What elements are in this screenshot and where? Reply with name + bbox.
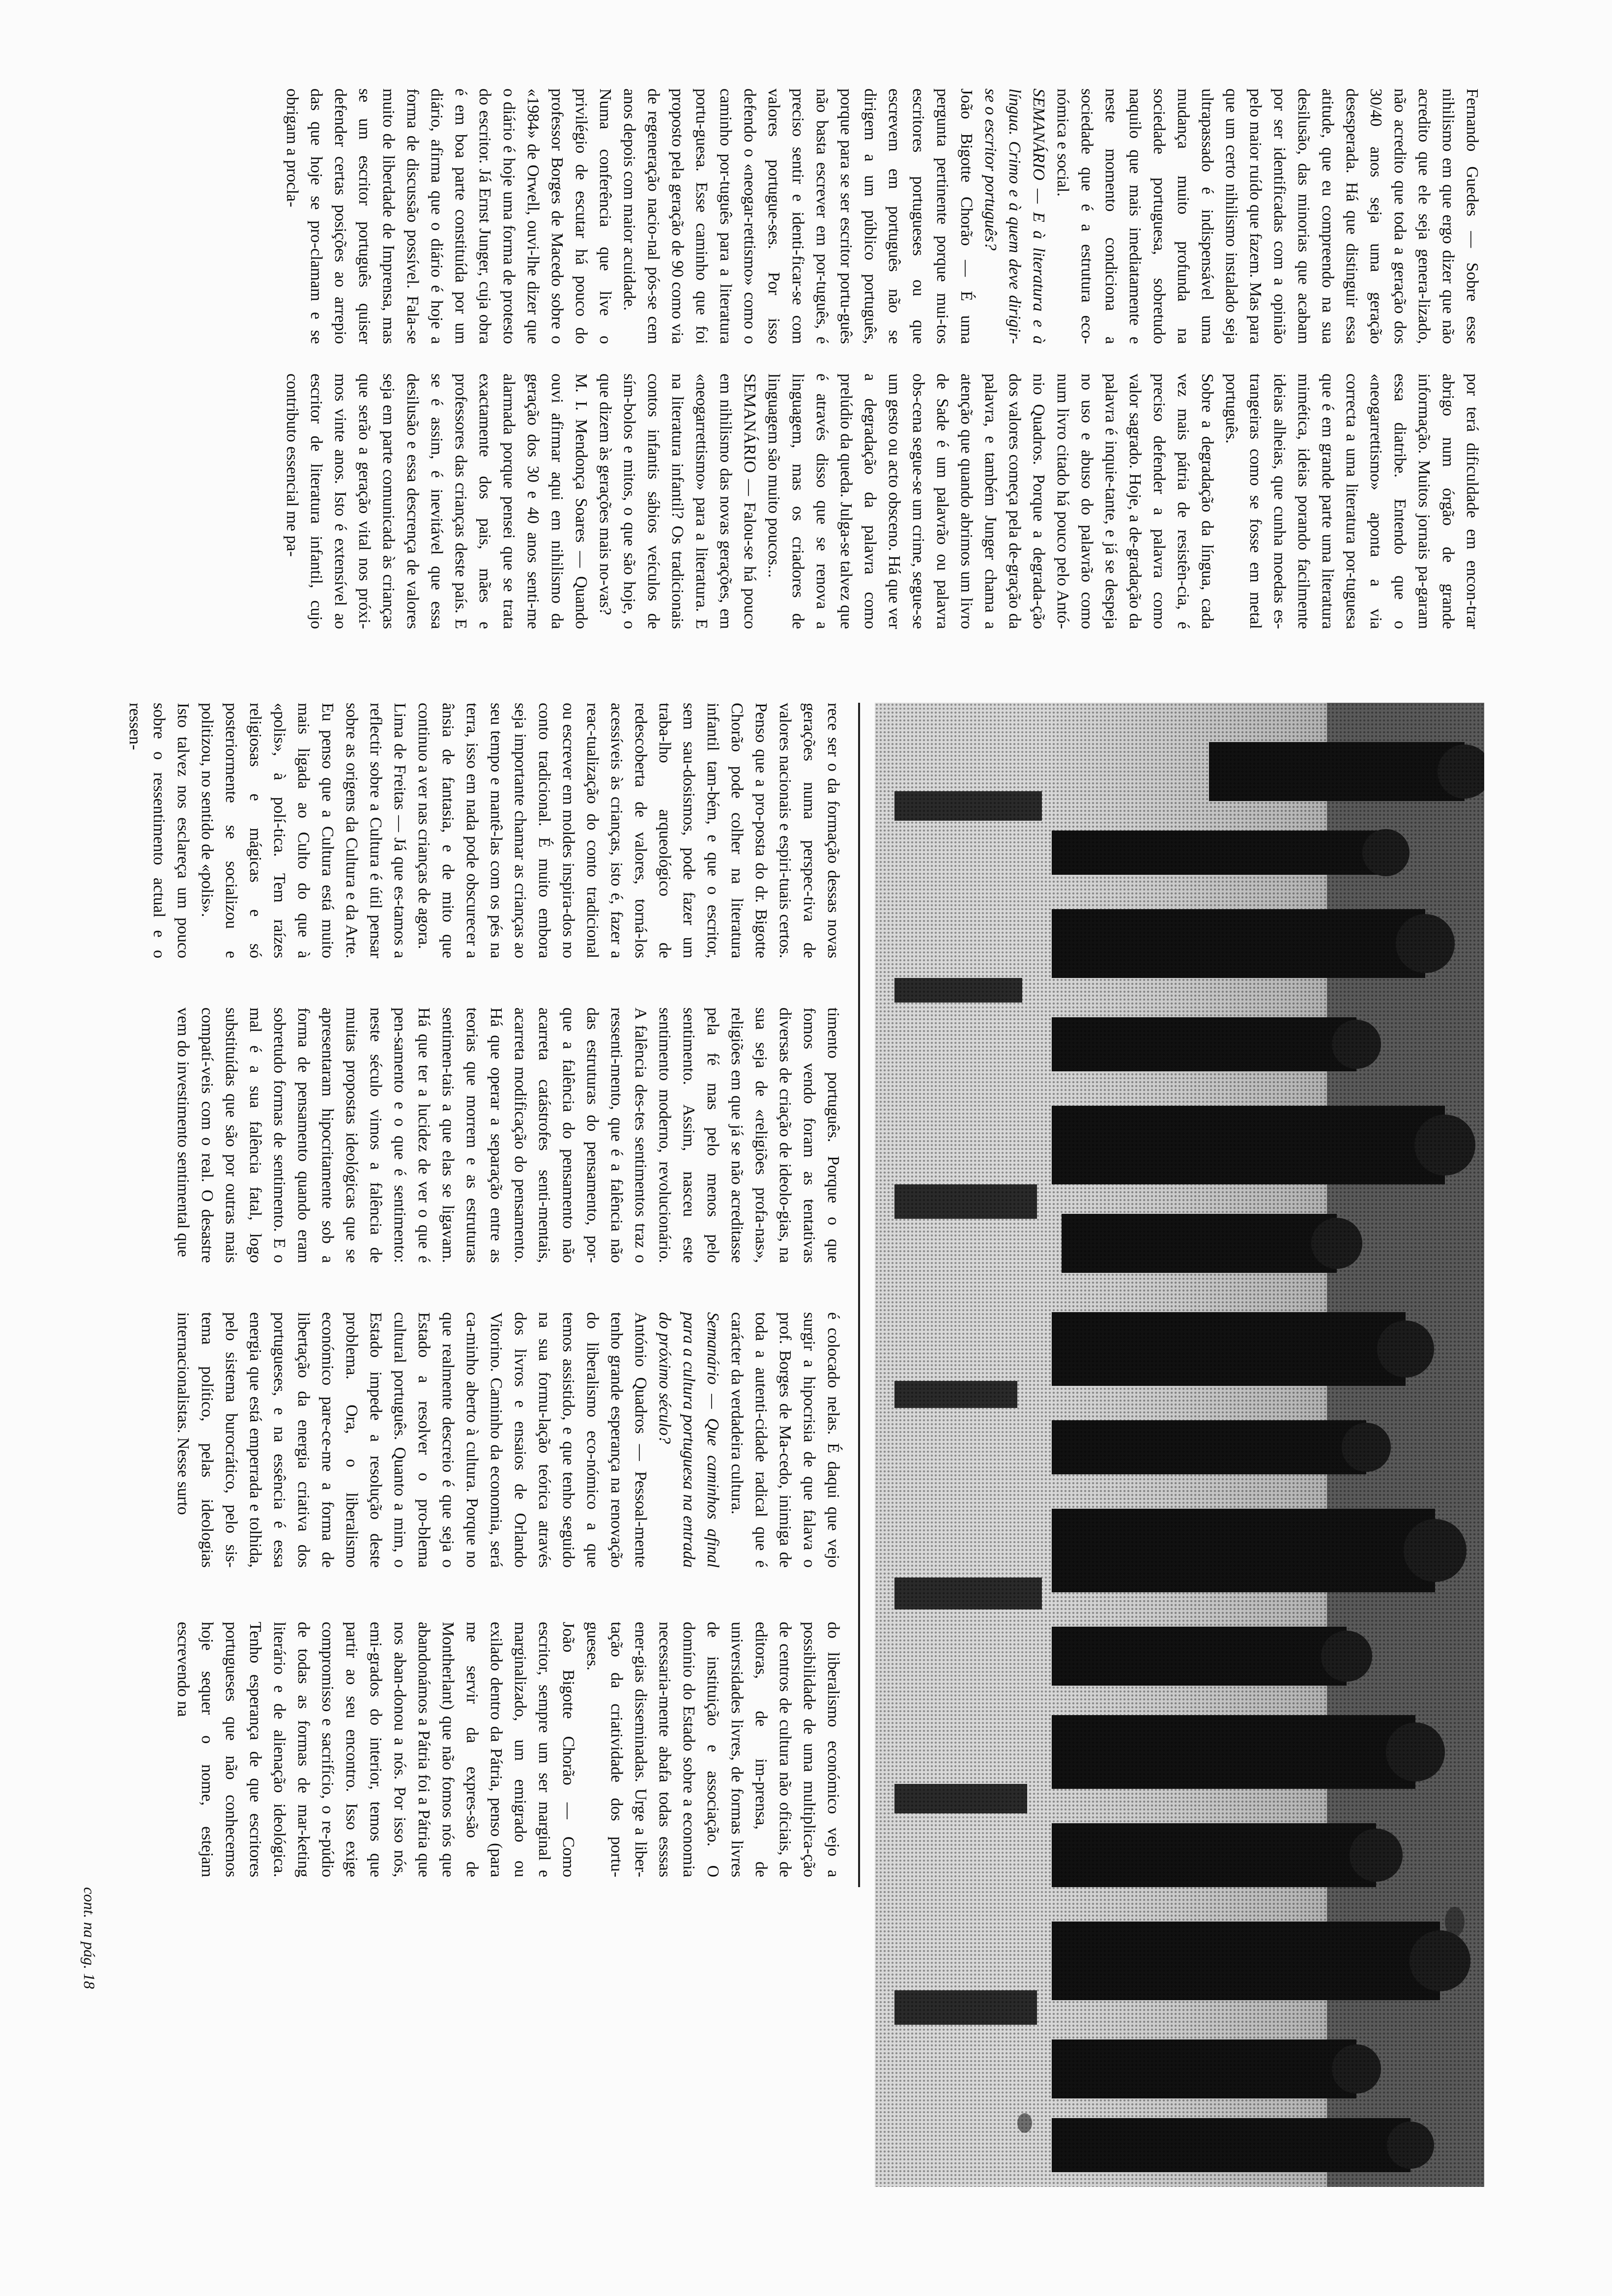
photo-rule — [858, 703, 860, 1887]
paragraph: timento português. Porque o que fomos vendo foram as tentativas diversas de criação de ideolo-gias, na sua seja de «religiões profa-nas», religiões em que já se não acreditasse pela fé mas pelo menos pelo sentimento. Assim, nasceu este sentimento moderno, revolucionário. A falência des-tes sentimentos traz o ressenti-mento, que é a falência não das estruturas do pensamento, por-que a falência do pensamento não acarreta catástrofes senti-mentais, acarreta modificação do pensamento. Há que operar a separação entre as teorias que morrem e as estruturas sentimen-tais a que elas se ligavam. Há que ter a lucidez de ver o que é pen-samento e o que é sentimento: neste século vimos a falência de muitas propostas ideológicas que se apresentaram hipocritamente sob a forma de pensamento quando eram sobretudo formas de sentimento. E o mal é a sua falência fatal, logo substituídas que são por outras mais compatí-veis com o real. O desastre vem do investimento sentimental que — [174, 1007, 842, 1263]
paragraph: Lima de Freitas — Já que es-tamos a reflectir sobre a Cultura é útil pensar sobre as origens da Cultura e da Arte. Eu penso que a Cultura está muito mais ligada ao Culto do que à «polis», à polí-tica. Tem raízes religiosas e mágicas e só posteriormente se socializou e politizou, no sentido de «polis». — [198, 703, 409, 958]
text-column-6 — [108, 1622, 845, 1877]
continuation-note: cont. na pág. 18 — [81, 1887, 98, 1989]
paragraph: SEMANÁRIO — Falou-se há pouco em nihilismo das novas gerações, em «neogarrettismo» para a literatura. E na literatura infantil? Os tradicionais contos infantis sábios veículos de sím-bolos e mitos, o que são hoje, o que dizem às gerações mais no-vas? — [596, 373, 759, 629]
paragraph-text: Fernando Guedes — Sobre esse nihilismo em que ergo dizer que não acredito que ele seja genera-lizado, não acredito que toda a geração dos 30/40 anos seja uma geração desesperada. Há que distinguir essa atitude, que eu compreendo na sua desilusão, das minorias que acabam por ser identificadas com a opinião pelo maior ruído que fazem. Mas para que um certo nihilismo instalado seja ultrapassado é indispensável uma mudança muito profunda na sociedade portuguesa, sobretudo naquilo que mais imediatamente e neste momento condiciona a sociedade que é a estrutura eco-nómica e social. — [1054, 88, 1481, 344]
paragraph: M. I. Mendonça Soares — Quando ouvi afirmar aqui em nihilismo da geração dos 30 e 40 anos senti-me alarmada porque pensei que se trata exactamente dos pais, mães e professores das crianças deste país. E se é assim, é inevitável que essa desilusão e essa descrença de valores seja em parte comunicada às crianças que serão a geração vital nos próxi-mos vinte anos. Isto é extensível ao escritor de literatura infantil, cujo contributo essencial me pa- — [283, 373, 590, 629]
paragraph: do liberalismo económico vejo a possibilidade de uma multiplica-ção de centros de cultura não oficiais, de editoras, de im-prensa, de universidades livres, de formas livres de instituição e associação. O domínio do Estado sobre a economia necessaria-mente abafa todas esssas ener-gias disseminadas. Urge a liber-tação da criatividade dos portu-gueses. — [583, 1622, 842, 1877]
paragraph: por terá dificuldade em encon-trar abrigo num órgão de grande informação. Muitos jornais pa-garam essa diatribe. Entendo que o «neogarrettismo» aponta a via correcta a uma literatura por-tuguesa que é em grande parte uma literatura mimética, ideias porando facilmente ideias alheias, que cunha moedas es-trangeiras como se fosse em metal português. — [1222, 373, 1481, 629]
text-column-1 — [34, 88, 1484, 344]
text-column-4 — [34, 1007, 845, 1263]
paragraph: SEMANÁRIO — E à literatura e à língua. Crimo e à quem deve dirigir-se o escritor português? — [981, 88, 1048, 344]
paragraph: Sobre a degradação da língua, cada vez mais pátria de resistên-cia, é preciso defender a palavra como valor sagrado. Hoje, a de-gradação da palavra é inquie-tante, e já se despeja no uso e abuso do palavrão como num livro citado há pouco pelo Antó-nio Quadros. Porque a degrada-ção dos valores começa pela de-gração da palavra, e também Junger chama a atenção que quando abrimos um livro de Sade é um palavrão ou palavra obs-cena segue-se um crime, segue-se um gesto ou acto obsceno. Há que ver a degradação da palavra como prelúdio da queda. Julga-se talvez que é através disso que se renova a linguagem, mas os criadores de linguagem são muito poucos... — [765, 373, 1216, 629]
paragraph: rece ser o da formação dessas novas gerações numa perspec-tiva de valores nacionais e espiri-tuais certos. Penso que a pro-posta do dr. Bigotte Chorão pode colher na literatura infantil tam-bém, e que o escritor, sem sau-dosismos, pode fazer um traba-lho arqueológico de redescoberta de valores, torná-los acessíveis às crianças, isto é, fazer a reac-tualização do conto tradicional ou escrever em moldes inspira-dos no conto tradicional. É muito embora seja importante chamar as crianças ao seu tempo e mantê-las com os pés na terra, isso em nada pode obscurecer a ânsia de fantasia, e de mito que continuo a ver nas crianças de agora. — [415, 703, 842, 958]
text-column-3 — [34, 703, 845, 958]
photo-halftone — [875, 703, 1484, 2187]
paragraph: João Bigotte Chorão — Como escritor, sempre um ser marginal e marginalizado, um emigrado ou exilado dentro da Pátria, penso (para me servir da expres-são de Montherlant) que não fomos nós que abandonámos a Pátria foi a Pátria que nos aban-donou a nós. Por isso nós, emi-grados do interior, temos que partir ao seu encontro. Isso exige compromisso e sacrifício, o re-púdio de todas as formas de mar-keting literário e de alienação ideológica. Tenho esperança de que escritores portugueses que não conhecemos hoje sequer o nome, estejam escrevendo na — [174, 1622, 577, 1877]
ink-smudge — [1017, 2113, 1032, 2133]
paragraph: João Bigotte Chorão — É uma pergunta pertinente porque mui-tos escritores portugueses ou que escrevem em português não se dirigem a um público português, porque para se ser escritor portu-guês não basta escrever em por-tuguês, é preciso sentir e identi-ficar-se com valores portugue-ses. Por isso defendo o «neogar-rettismo» como o caminho por-tuguês para a literatura portu-guesa. Esse caminho que foi proposto pela geração de 90 como via de regeneração nacio-nal pós-se cem anos depois com maior acuidade. — [620, 88, 976, 344]
paragraph: Isto talvez nos esclareça um pouco sobre o ressentimento actual e o ressen- — [126, 703, 192, 958]
text-column-2 — [34, 373, 1484, 629]
text-column-5 — [34, 1312, 845, 1568]
paragraph — [1051, 88, 1484, 344]
paragraph: António Quadros — Pessoal-mente tenho grande esperança na renovação do liberalismo eco-nómico a que temos assistido, e que tenho seguido na sua formu-lação teórica através dos livros e ensaios de Orlando Vitorino. Caminho da economia, será ca-minho aberto à cultura. Porque no que realmente descreio é que seja o Estado a resolver o pro-blema cultural português. Quanto a mim, o Estado impede a resolução deste problema. Ora, o liberalismo económico pare-ce-me a forma de libertação da energia criativa dos portugueses, e na essência é essa energia que está emperrada e tolhida, pelo sistema burocrático, pelo sis-tema político, pelas ideologias internacionalistas. Nesse surto — [174, 1312, 650, 1568]
crowd-photograph — [875, 703, 1484, 2187]
ink-smudge — [1445, 1907, 1465, 1936]
paragraph: é colocado nelas. É daqui que vejo surgir a hipocrisia de que falava o prof. Borges de Ma-cedo, inimiga de toda a autenti-cidade radical que é carácter da verdadeira cultura. — [728, 1312, 842, 1568]
paragraph: Semanário — Que caminhos afinal para a cultura portuguesa na entrada do próximo século? — [656, 1312, 722, 1568]
paragraph: Numa conferência que live o privilégio de escutar há pouco do professor Borges de Macedo sobre o «1984» de Orwell, ouvi-lhe dizer que o diário é hoje uma forma de protesto do escritor. Já Ernst Junger, cuja obra é em boa parte constituída por um diário, afirma que o diário é hoje a forma de discussão possível. Fala-se muito de liberdade de Imprensa, mas se um escritor português quiser defender certas posições ao arrepio das que hoje se pro-clamam e se obrigam a procla- — [283, 88, 614, 344]
